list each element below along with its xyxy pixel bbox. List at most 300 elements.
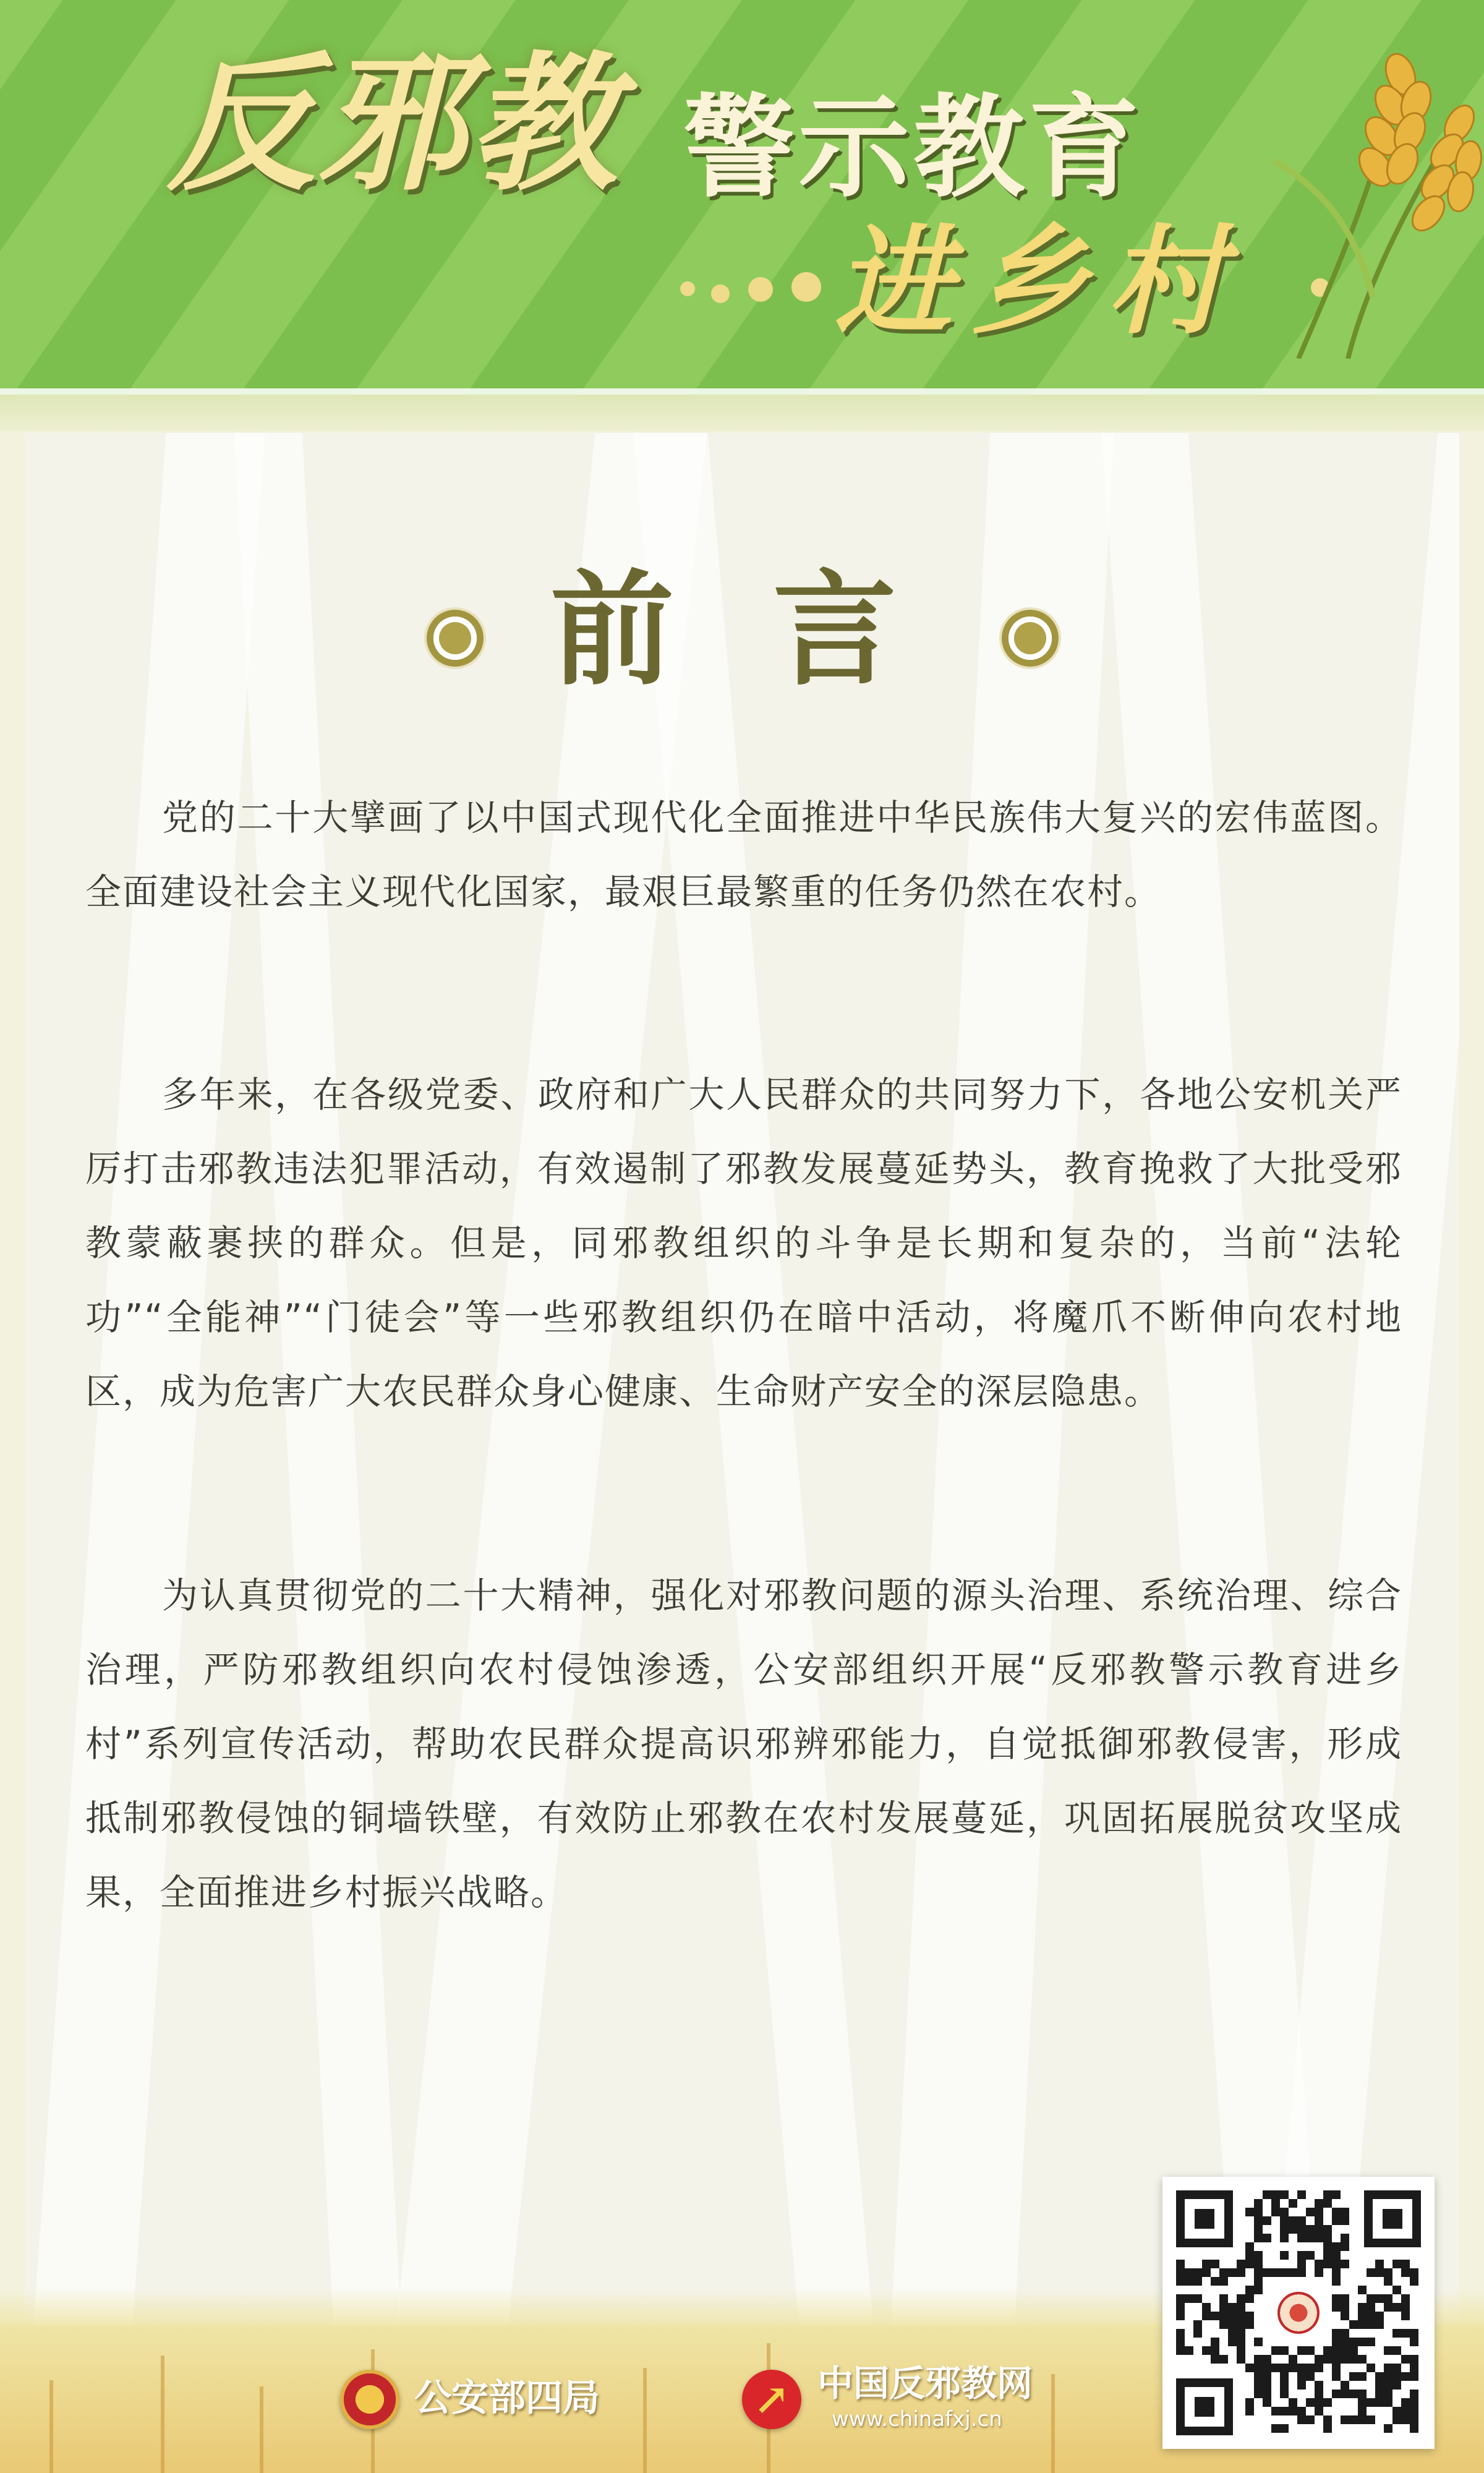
qr-module [1341, 2415, 1349, 2424]
qr-module [1176, 2303, 1185, 2312]
qr-module [1358, 2286, 1367, 2294]
qr-module [1254, 2199, 1263, 2208]
heading-bullet-left-icon [427, 610, 484, 667]
qr-module [1193, 2277, 1202, 2286]
qr-module [1323, 2424, 1332, 2433]
qr-module [1401, 2329, 1410, 2338]
qr-module [1375, 2398, 1384, 2407]
qr-module [1245, 2312, 1254, 2320]
qr-finder [1176, 2378, 1233, 2435]
qr-module [1297, 2251, 1306, 2260]
anti-cult-site-logo-icon: ↗ [742, 2370, 801, 2429]
qr-module [1176, 2277, 1185, 2286]
qr-module [1358, 2312, 1367, 2320]
qr-module [1315, 2216, 1323, 2225]
qr-module [1176, 2268, 1185, 2277]
qr-module [1323, 2225, 1332, 2234]
qr-module [1228, 2338, 1237, 2346]
qr-module [1289, 2355, 1297, 2364]
qr-module [1341, 2329, 1349, 2338]
qr-module [1392, 2381, 1401, 2390]
qr-module [1341, 2216, 1349, 2225]
qr-module [1297, 2346, 1306, 2355]
qr-module [1349, 2372, 1358, 2381]
qr-module [1211, 2260, 1219, 2268]
qr-module [1410, 2415, 1418, 2424]
qr-module [1332, 2277, 1341, 2286]
qr-module [1384, 2268, 1392, 2277]
qr-module [1263, 2381, 1271, 2390]
qr-module [1228, 2268, 1237, 2277]
qr-module [1410, 2372, 1418, 2381]
qr-module [1358, 2320, 1367, 2329]
qr-module [1245, 2251, 1254, 2260]
qr-module [1193, 2329, 1202, 2338]
qr-module [1237, 2312, 1245, 2320]
qr-module [1358, 2303, 1367, 2312]
qr-module [1375, 2390, 1384, 2398]
qr-module [1289, 2216, 1297, 2225]
qr-module [1271, 2268, 1280, 2277]
qr-module [1254, 2277, 1263, 2286]
qr-module [1306, 2251, 1315, 2260]
qr-module [1323, 2242, 1332, 2251]
qr-module [1349, 2320, 1358, 2329]
qr-module [1176, 2260, 1185, 2268]
qr-module [1254, 2372, 1263, 2381]
qr-module [1271, 2364, 1280, 2372]
qr-module [1332, 2190, 1341, 2199]
qr-module [1219, 2320, 1228, 2329]
qr-module [1289, 2225, 1297, 2234]
qr-module [1280, 2424, 1289, 2433]
qr-module [1315, 2225, 1323, 2234]
qr-module [1254, 2268, 1263, 2277]
qr-module [1384, 2372, 1392, 2381]
qr-module [1245, 2260, 1254, 2268]
qr-module [1289, 2407, 1297, 2415]
qr-module [1315, 2390, 1323, 2398]
qr-module [1315, 2199, 1323, 2208]
qr-module [1367, 2312, 1375, 2320]
qr-module [1297, 2260, 1306, 2268]
qr-module [1358, 2372, 1367, 2381]
qr-module [1341, 2234, 1349, 2242]
qr-module [1297, 2225, 1306, 2234]
qr-module [1306, 2346, 1315, 2355]
qr-module [1375, 2381, 1384, 2390]
paragraph-3: 为认真贯彻党的二十大精神，强化对邪教问题的源头治理、系统治理、综合治理，严防邪教组织向农村侵蚀渗透，公安部组织开展“反邪教警示教育进乡村”系列宣传活动，帮助农民群众提高识邪辨邪能力，自觉抵御邪教侵害，形成抵制邪教侵蚀的铜墙铁壁，有效防止邪教在农村发展蔓延，巩固拓展脱贫攻坚成果，全面推进乡村振兴战略。 [85, 1574, 1402, 1913]
qr-module [1375, 2312, 1384, 2320]
decorative-dot [748, 277, 773, 302]
qr-module [1367, 2338, 1375, 2346]
decorative-dot [711, 284, 730, 303]
qr-module [1254, 2364, 1263, 2372]
qr-module [1401, 2355, 1410, 2364]
qr-module [1271, 2424, 1280, 2433]
qr-module [1297, 2381, 1306, 2390]
qr-module [1332, 2390, 1341, 2398]
qr-module [1315, 2234, 1323, 2242]
qr-module [1341, 2390, 1349, 2398]
qr-module [1263, 2190, 1271, 2199]
qr-module [1297, 2216, 1306, 2225]
title-sub: 警示教育 [683, 83, 1144, 213]
qr-module [1323, 2346, 1332, 2355]
qr-module [1219, 2355, 1228, 2364]
qr-module [1384, 2424, 1392, 2433]
qr-module [1384, 2303, 1392, 2312]
qr-module [1384, 2390, 1392, 2398]
wheat-stalk [1051, 2374, 1055, 2473]
qr-module [1384, 2346, 1392, 2355]
qr-module [1358, 2415, 1367, 2424]
wheat-stalk [161, 2356, 164, 2473]
qr-module [1401, 2407, 1410, 2415]
qr-module [1271, 2190, 1280, 2199]
qr-module [1245, 2320, 1254, 2329]
header-banner [0, 0, 1484, 396]
qr-module [1367, 2415, 1375, 2424]
qr-module [1245, 2208, 1254, 2216]
qr-module [1306, 2234, 1315, 2242]
qr-module [1349, 2338, 1358, 2346]
qr-module [1297, 2234, 1306, 2242]
qr-module [1280, 2190, 1289, 2199]
qr-module [1315, 2364, 1323, 2372]
qr-module [1289, 2199, 1297, 2208]
qr-module [1245, 2294, 1254, 2303]
qr-module [1341, 2381, 1349, 2390]
qr-module [1341, 2346, 1349, 2355]
qr-module [1280, 2234, 1289, 2242]
qr-module [1193, 2294, 1202, 2303]
qr-module [1254, 2216, 1263, 2225]
qr-module [1332, 2251, 1341, 2260]
qr-module [1280, 2268, 1289, 2277]
qr-module [1306, 2225, 1315, 2234]
qr-module [1306, 2372, 1315, 2381]
qr-module [1202, 2303, 1211, 2312]
qr-module [1219, 2312, 1228, 2320]
qr-module [1297, 2415, 1306, 2424]
qr-module [1392, 2329, 1401, 2338]
qr-module [1410, 2277, 1418, 2286]
qr-module [1358, 2398, 1367, 2407]
qr-module [1176, 2346, 1185, 2355]
qr-module [1332, 2268, 1341, 2277]
qr-module [1280, 2381, 1289, 2390]
qr-module [1237, 2346, 1245, 2355]
wheat-stalk [643, 2368, 647, 2473]
qr-module [1219, 2303, 1228, 2312]
wheat-icon [1261, 37, 1484, 359]
header-band [0, 395, 1484, 432]
qr-module [1410, 2268, 1418, 2277]
qr-module [1401, 2303, 1410, 2312]
qr-module [1401, 2398, 1410, 2407]
qr-module [1315, 2355, 1323, 2364]
qr-module [1185, 2268, 1193, 2277]
qr-module [1341, 2242, 1349, 2251]
qr-module [1237, 2268, 1245, 2277]
qr-module [1297, 2190, 1306, 2199]
qr-module [1211, 2346, 1219, 2355]
qr-module [1375, 2260, 1384, 2268]
qr-module [1315, 2268, 1323, 2277]
qr-module [1332, 2372, 1341, 2381]
qr-module [1185, 2346, 1193, 2355]
qr-module [1315, 2407, 1323, 2415]
qr-module [1323, 2260, 1332, 2268]
qr-module [1306, 2398, 1315, 2407]
qr-module [1280, 2346, 1289, 2355]
qr-module [1341, 2338, 1349, 2346]
qr-module [1401, 2312, 1410, 2320]
qr-module [1193, 2320, 1202, 2329]
qr-module [1410, 2338, 1418, 2346]
qr-module [1315, 2260, 1323, 2268]
qr-module [1392, 2415, 1401, 2424]
qr-module [1297, 2268, 1306, 2277]
title-main: 反邪教 [167, 36, 620, 211]
qr-module [1323, 2398, 1332, 2407]
qr-module [1237, 2338, 1245, 2346]
qr-module [1332, 2242, 1341, 2251]
qr-module [1263, 2268, 1271, 2277]
qr-module [1254, 2355, 1263, 2364]
qr-module [1375, 2320, 1384, 2329]
page-heading: 前言 [550, 558, 996, 703]
qr-module [1263, 2364, 1271, 2372]
qr-module [1401, 2372, 1410, 2381]
qr-module [1410, 2355, 1418, 2364]
qr-module [1306, 2415, 1315, 2424]
qr-module [1349, 2390, 1358, 2398]
qr-module [1237, 2260, 1245, 2268]
qr-module [1185, 2277, 1193, 2286]
qr-module [1410, 2390, 1418, 2398]
qr-module [1332, 2355, 1341, 2364]
qr-module [1280, 2390, 1289, 2398]
qr-module [1332, 2329, 1341, 2338]
qr-module [1228, 2329, 1237, 2338]
qr-module [1254, 2251, 1263, 2260]
qr-module [1245, 2286, 1254, 2294]
qr-module [1341, 2312, 1349, 2320]
qr-module [1323, 2190, 1332, 2199]
wheat-stalk [260, 2386, 263, 2473]
qr-module [1410, 2364, 1418, 2372]
qr-module [1263, 2398, 1271, 2407]
qr-module [1401, 2294, 1410, 2303]
qr-module [1245, 2407, 1254, 2415]
qr-module [1332, 2216, 1341, 2225]
qr-module [1219, 2268, 1228, 2277]
qr-module [1323, 2251, 1332, 2260]
qr-module [1289, 2364, 1297, 2372]
qr-module [1384, 2398, 1392, 2407]
qr-module [1245, 2398, 1254, 2407]
qr-module [1254, 2225, 1263, 2234]
qr-module [1228, 2320, 1237, 2329]
qr-module [1367, 2303, 1375, 2312]
qr-module [1237, 2303, 1245, 2312]
qr-module [1401, 2260, 1410, 2268]
qr-module [1332, 2346, 1341, 2355]
qr-module [1375, 2372, 1384, 2381]
qr-code-icon[interactable] [1162, 2177, 1435, 2449]
qr-code-pattern [1176, 2190, 1421, 2435]
qr-module [1297, 2364, 1306, 2372]
qr-module [1392, 2372, 1401, 2381]
qr-module [1219, 2294, 1228, 2303]
qr-module [1323, 2355, 1332, 2364]
qr-module [1323, 2234, 1332, 2242]
qr-module [1280, 2251, 1289, 2260]
qr-module [1254, 2390, 1263, 2398]
qr-module [1332, 2303, 1341, 2312]
qr-module [1289, 2268, 1297, 2277]
qr-module [1315, 2208, 1323, 2216]
qr-module [1341, 2294, 1349, 2303]
qr-module [1358, 2338, 1367, 2346]
qr-module [1176, 2329, 1185, 2338]
paragraph-2: 多年来，在各级党委、政府和广大人民群众的共同努力下，各地公安机关严厉打击邪教违法犯罪活动，有效遏制了邪教发展蔓延势头，教育挽救了大批受邪教蒙蔽裹挟的群众。但是，同邪教组织的斗争是长期和复杂的，当前“法轮功”“全能神”“门徒会”等一些邪教组织仍在暗中活动，将魔爪不断伸向农村地区，成为危害广大农民群众身心健康、生命财产安全的深层隐患。 [85, 1074, 1402, 1412]
qr-module [1410, 2424, 1418, 2433]
qr-module [1349, 2415, 1358, 2424]
qr-module [1211, 2355, 1219, 2364]
qr-module [1349, 2346, 1358, 2355]
qr-module [1401, 2415, 1410, 2424]
wheat-stalk [49, 2380, 53, 2473]
qr-module [1280, 2216, 1289, 2225]
qr-module [1392, 2286, 1401, 2294]
qr-module [1341, 2208, 1349, 2216]
qr-module [1332, 2294, 1341, 2303]
qr-module [1341, 2355, 1349, 2364]
qr-module [1202, 2312, 1211, 2320]
qr-module [1358, 2407, 1367, 2415]
qr-module [1367, 2268, 1375, 2277]
qr-module [1280, 2372, 1289, 2381]
qr-module [1263, 2234, 1271, 2242]
qr-module [1271, 2208, 1280, 2216]
qr-module [1410, 2398, 1418, 2407]
qr-module [1297, 2372, 1306, 2381]
qr-module [1384, 2277, 1392, 2286]
qr-module [1254, 2286, 1263, 2294]
qr-module [1176, 2312, 1185, 2320]
header-divider [0, 388, 1484, 395]
qr-module [1297, 2407, 1306, 2415]
site-url-link[interactable]: www.chinafxj.cn [832, 2407, 1002, 2432]
qr-module [1211, 2338, 1219, 2346]
qr-module [1315, 2398, 1323, 2407]
paragraph-1: 党的二十大擘画了以中国式现代化全面推进中华民族伟大复兴的宏伟蓝图。全面建设社会主义现代化国家，最艰巨最繁重的任务仍然在农村。 [85, 797, 1402, 913]
qr-module [1410, 2329, 1418, 2338]
org-name: 公安部四局 [414, 2377, 600, 2420]
title-village: 进乡村 [835, 212, 1243, 350]
qr-module [1392, 2407, 1401, 2415]
decorative-dot [680, 281, 695, 296]
qr-module [1202, 2268, 1211, 2277]
qr-module [1332, 2208, 1341, 2216]
qr-module [1202, 2260, 1211, 2268]
qr-module [1392, 2346, 1401, 2355]
qr-module [1332, 2364, 1341, 2372]
qr-module [1254, 2381, 1263, 2390]
qr-module [1289, 2398, 1297, 2407]
qr-module [1254, 2208, 1263, 2216]
qr-module [1245, 2364, 1254, 2372]
heading-bullet-right-icon [1002, 610, 1059, 667]
qr-module [1384, 2381, 1392, 2390]
qr-module [1349, 2355, 1358, 2364]
qr-module [1375, 2294, 1384, 2303]
qr-module [1358, 2390, 1367, 2398]
qr-module [1185, 2294, 1193, 2303]
qr-module [1332, 2260, 1341, 2268]
qr-module [1306, 2364, 1315, 2372]
qr-module [1219, 2277, 1228, 2286]
qr-module [1254, 2260, 1263, 2268]
qr-module [1306, 2208, 1315, 2216]
qr-module [1410, 2407, 1418, 2415]
qr-module [1392, 2303, 1401, 2312]
site-name: 中国反邪教网 [817, 2362, 1033, 2404]
qr-module [1245, 2242, 1254, 2251]
qr-module [1202, 2346, 1211, 2355]
qr-module [1176, 2294, 1185, 2303]
qr-module [1367, 2320, 1375, 2329]
qr-module [1280, 2407, 1289, 2415]
qr-finder [1364, 2190, 1421, 2247]
police-emblem-icon [340, 2370, 399, 2429]
qr-module [1211, 2277, 1219, 2286]
qr-module [1263, 2216, 1271, 2225]
qr-module [1228, 2312, 1237, 2320]
qr-module [1271, 2199, 1280, 2208]
qr-module [1263, 2355, 1271, 2364]
qr-module [1193, 2268, 1202, 2277]
qr-module [1384, 2364, 1392, 2372]
qr-module [1392, 2364, 1401, 2372]
qr-module [1237, 2355, 1245, 2364]
qr-module [1271, 2346, 1280, 2355]
qr-module [1280, 2225, 1289, 2234]
qr-module [1341, 2260, 1349, 2268]
qr-module [1367, 2364, 1375, 2372]
qr-module [1375, 2268, 1384, 2277]
qr-module [1228, 2303, 1237, 2312]
qr-module [1263, 2372, 1271, 2381]
qr-module [1358, 2355, 1367, 2364]
qr-module [1323, 2415, 1332, 2424]
qr-module [1280, 2364, 1289, 2372]
qr-module [1392, 2260, 1401, 2268]
qr-module [1254, 2234, 1263, 2242]
qr-module [1401, 2268, 1410, 2277]
qr-module [1367, 2398, 1375, 2407]
qr-module [1323, 2199, 1332, 2208]
qr-module [1211, 2312, 1219, 2320]
qr-module [1271, 2407, 1280, 2415]
qr-module [1263, 2390, 1271, 2398]
qr-module [1341, 2303, 1349, 2312]
qr-module [1176, 2338, 1185, 2346]
qr-module [1237, 2320, 1245, 2329]
